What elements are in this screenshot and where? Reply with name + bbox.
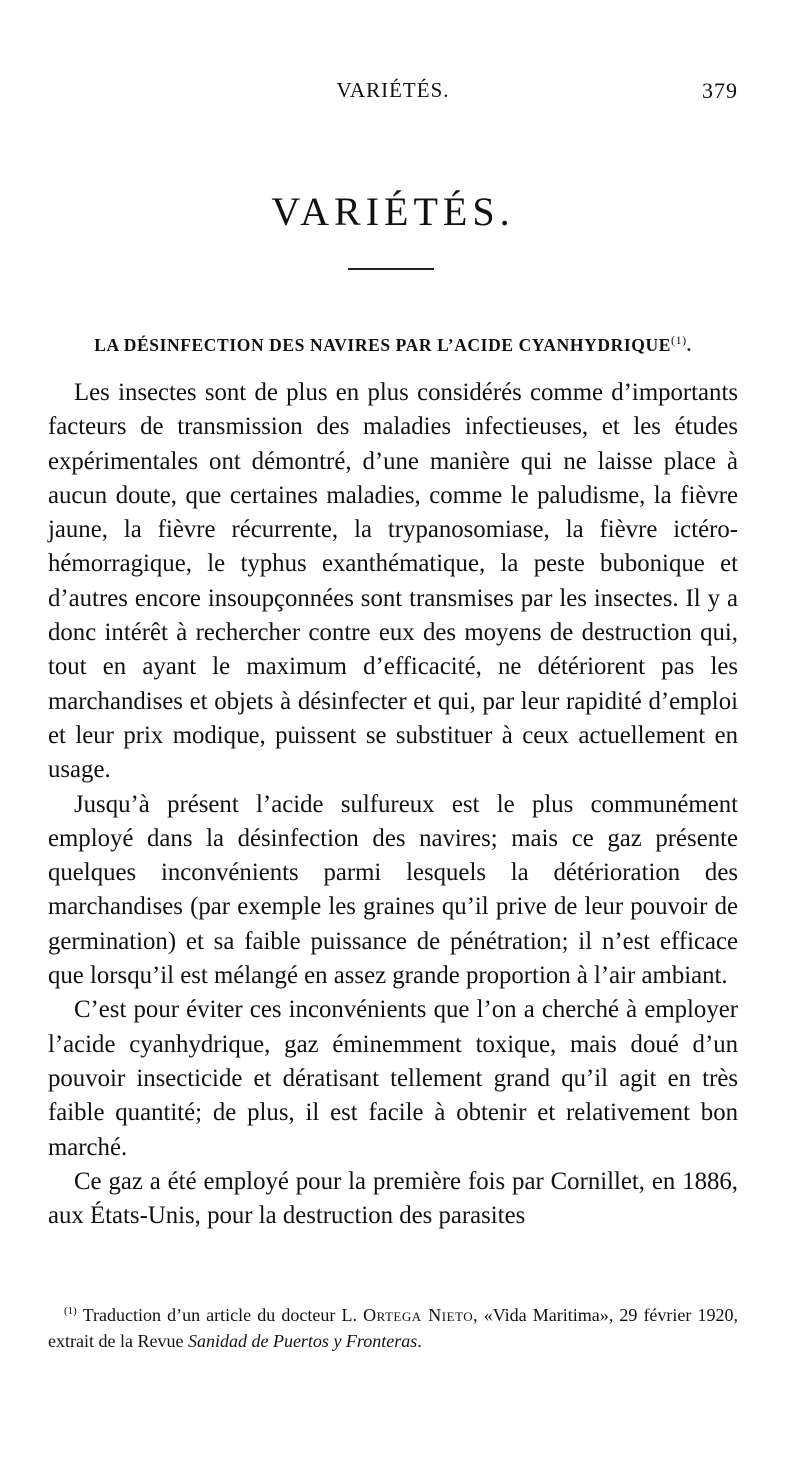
page-number: 379 — [702, 78, 738, 103]
title-divider — [348, 268, 434, 270]
footnote-author: Ortega Nieto — [363, 1305, 474, 1325]
article-body — [48, 376, 738, 1233]
running-head — [48, 78, 738, 108]
paragraph-4: Ce gaz a été employé pour la première fois par Cornillet, en 1886, aux États-Unis, pour la destruction des parasites — [48, 1167, 738, 1230]
article-heading: LA DÉSINFECTION DES NAVIRES PAR L’ACIDE CYANHYDRIQUE$^{(1)}$. — [94, 333, 692, 355]
section-title: VARIÉTÉS. — [271, 189, 515, 234]
footnote-text-after: . — [417, 1331, 422, 1351]
footnote-text-middle: , «Vida Maritima», 29 février 1920, extrait de la Revue — [48, 1305, 739, 1351]
footnote-text — [48, 1298, 738, 1354]
footnote-marker: (1) — [64, 1305, 77, 1317]
paragraph-3: C’est pour éviter ces inconvénients que l’on a cherché à employer l’acide cyanhydrique, gaz éminemment toxique, mais doué d’un pouvoir insecticide et dératisant tellement grand qu’il agit en très faible quantité; de plus, il est facile à obtenir et relativement bon marché. — [48, 996, 738, 1161]
paragraph-1: Les insectes sont de plus en plus considérés comme d’importants facteurs de transmission des maladies infectieuses, et les études expérimentales ont démontré, d’une manière qui ne laisse place à aucun doute, que certaines maladies, comme le paludisme, la fièvre jaune, la fièvre récurrente, la trypanosomiase, la fièvre ictéro-hémorragique, le typhus exanthématique, la peste bubonique et d’autres encore insoupçonnées sont transmises par les insectes. Il y a donc intérêt à rechercher contre eux des moyens de destruction qui, tout en ayant le maximum d’efficacité, ne détériorent pas les marchandises et objets à désinfecter et qui, par leur rapidité d’emploi et leur prix modique, puissent se substituer à ceux actuellement en usage. — [48, 379, 738, 784]
article-heading-text: LA DÉSINFECTION DES NAVIRES PAR L’ACIDE CYANHYDRIQUE — [94, 334, 671, 355]
paragraph-2: Jusqu’à présent l’acide sulfureux est le plus communément employé dans la désinfection des navires; mais ce gaz présente quelques inconvénients parmi lesquels la détérioration des marchandises (par exemple les graines qu’il prive de leur pouvoir de germination) et sa faible puissance de pénétration; il n’est efficace que lorsqu’il est mélangé en assez grande proportion à l’air ambiant. — [48, 790, 738, 990]
footnote-reference: (1) — [670, 333, 687, 347]
footnote-text-before: Traduction d’un article du docteur L. — [82, 1305, 357, 1325]
running-title: VARIÉTÉS. — [336, 78, 450, 102]
footnote-journal: Sanidad de Puertos y Fronteras — [187, 1331, 418, 1351]
footnote — [48, 1298, 738, 1354]
